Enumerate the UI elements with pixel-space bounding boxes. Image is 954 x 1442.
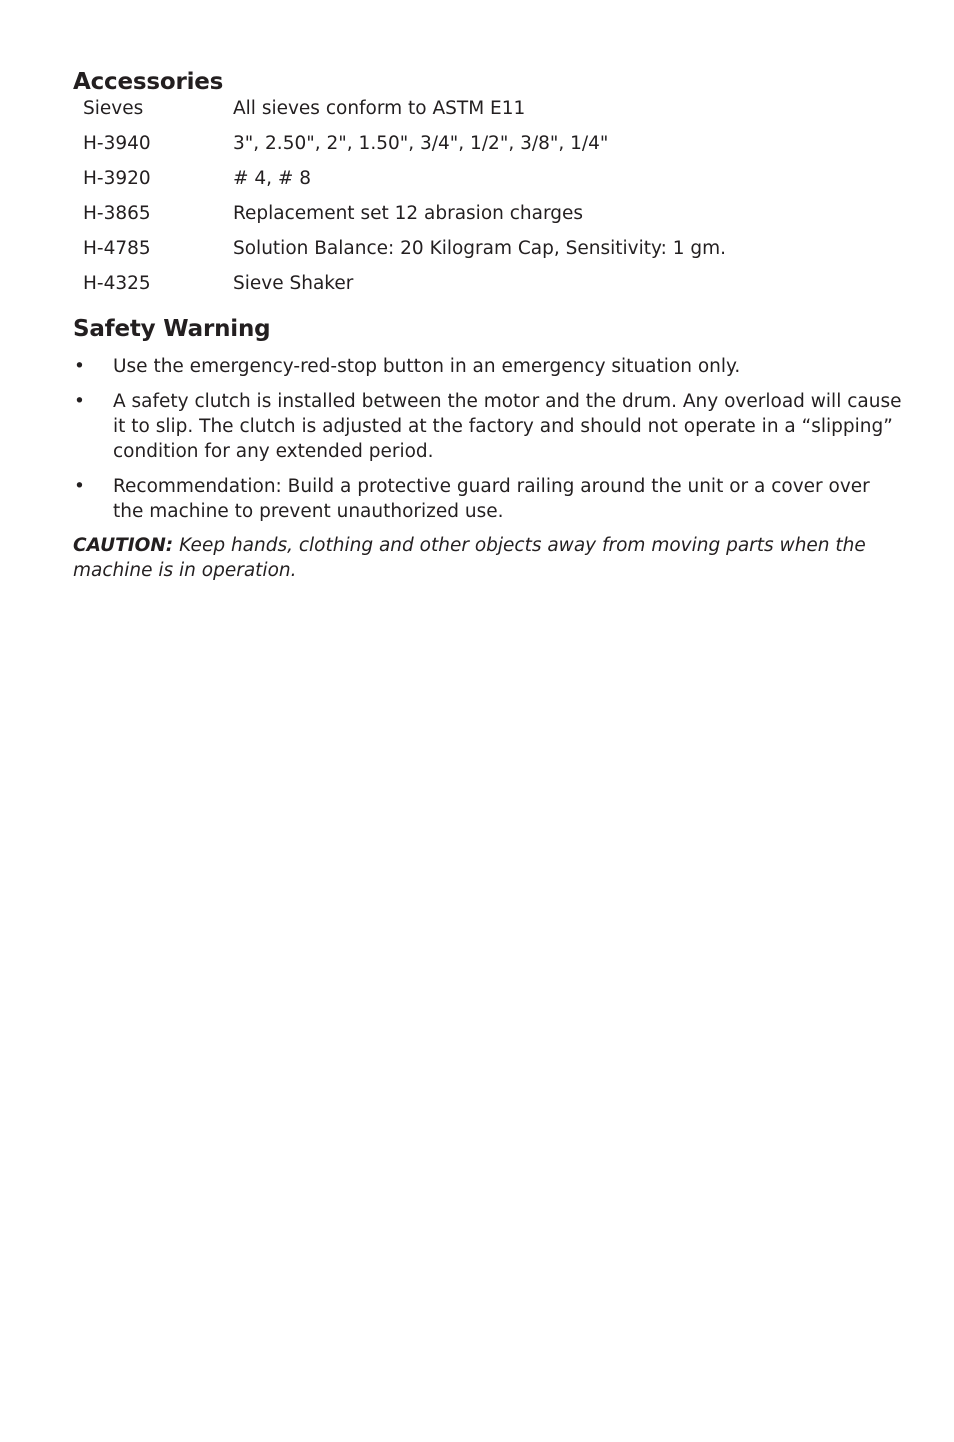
bullet-text-line: Recommendation: Build a protective guard railing around the unit or a cover over <box>113 476 870 497</box>
accessory-row <box>0 271 954 297</box>
accessory-row <box>0 131 954 157</box>
bullet-text-line: A safety clutch is installed between the motor and the drum. Any overload will cause <box>113 391 902 412</box>
accessory-row <box>0 236 954 262</box>
safety-warning-heading: Safety Warning <box>73 316 271 342</box>
bullet-text-line: condition for any extended period. <box>113 441 434 462</box>
caution-note <box>73 533 873 583</box>
bullet-text-line: it to slip. The clutch is adjusted at the factory and should not operate in a “slipping” <box>113 416 893 437</box>
accessory-description: # 4, # 8 <box>233 168 312 189</box>
bullet-text <box>113 354 903 379</box>
accessory-description: Replacement set 12 abrasion charges <box>233 203 584 224</box>
caution-text: Keep hands, clothing and other objects away from moving parts when the <box>173 535 866 556</box>
bullet-icon: • <box>74 356 85 377</box>
safety-bullet-item <box>0 474 954 524</box>
accessory-description: Solution Balance: 20 Kilogram Cap, Sensitivity: 1 gm. <box>233 238 727 259</box>
accessory-row <box>0 166 954 192</box>
accessory-code: H-3940 <box>83 133 151 154</box>
bullet-text <box>113 389 903 464</box>
bullet-text-line: the machine to prevent unauthorized use. <box>113 501 504 522</box>
caution-line: machine is in operation. <box>73 560 297 581</box>
bullet-text <box>113 474 903 524</box>
accessory-row <box>0 96 954 122</box>
accessory-description: All sieves conform to ASTM E11 <box>233 98 526 119</box>
accessory-description: Sieve Shaker <box>233 273 354 294</box>
safety-bullet-item <box>0 389 954 464</box>
accessory-code: H-3920 <box>83 168 151 189</box>
accessory-code: H-4785 <box>83 238 151 259</box>
accessory-code: H-4325 <box>83 273 151 294</box>
bullet-icon: • <box>74 476 85 497</box>
accessory-row <box>0 201 954 227</box>
accessory-code: H-3865 <box>83 203 151 224</box>
bullet-text-line: Use the emergency-red-stop button in an emergency situation only. <box>113 356 741 377</box>
accessory-description: 3", 2.50", 2", 1.50", 3/4", 1/2", 3/8", 1/4" <box>233 133 609 154</box>
accessories-heading: Accessories <box>73 69 224 95</box>
accessory-code: Sieves <box>83 98 144 119</box>
safety-bullet-item <box>0 354 954 379</box>
caution-line <box>73 533 873 558</box>
caution-label: CAUTION: <box>73 535 174 556</box>
bullet-icon: • <box>74 391 85 412</box>
